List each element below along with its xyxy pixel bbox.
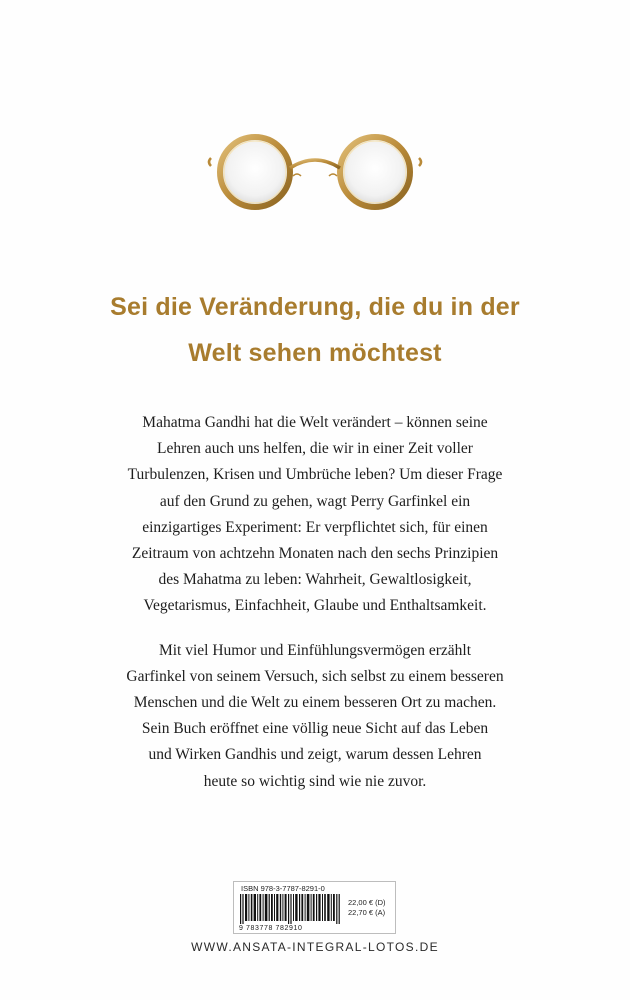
paragraph-gap xyxy=(60,620,570,638)
headline xyxy=(0,284,630,376)
isbn-number: ISBN 978-3-7787-8291-0 xyxy=(241,884,325,893)
round-glasses-image xyxy=(205,132,425,212)
blurb-line: einzigartiges Experiment: Er verpflichtet sich, für einen xyxy=(142,518,488,536)
publisher-website[interactable]: WWW.ANSATA-INTEGRAL-LOTOS.DE xyxy=(191,940,439,954)
blurb-line: Sein Buch eröffnet eine völlig neue Sicht auf das Leben xyxy=(141,720,489,738)
barcode-image xyxy=(240,894,344,924)
headline-line-2: Welt sehen möchtest xyxy=(188,339,442,367)
blurb-line: heute so wichtig sind wie nie zuvor. xyxy=(203,772,427,790)
blurb-text xyxy=(60,410,570,795)
blurb-line: Mit viel Humor und Einfühlungsvermögen erzählt xyxy=(158,641,472,659)
headline-line-1: Sei die Veränderung, die du in der xyxy=(110,293,520,321)
blurb-line: Menschen und die Welt zu einem besseren Ort zu machen. xyxy=(133,694,497,712)
blurb-line: Vegetarismus, Einfachheit, Glaube und Enthaltsamkeit. xyxy=(143,597,487,615)
blurb-line: und Wirken Gandhis und zeigt, warum dessen Lehren xyxy=(148,746,482,764)
blurb-line: Garfinkel von seinem Versuch, sich selbst zu einem besseren xyxy=(126,667,504,685)
price-germany: 22,00 € (D) xyxy=(348,898,386,907)
blurb-line: Mahatma Gandhi hat die Welt verändert – können seine xyxy=(142,414,488,431)
blurb-line: Lehren auch uns helfen, die wir in einer Zeit voller xyxy=(157,440,473,458)
barcode-digits: 9 783778 782910 xyxy=(239,925,303,932)
barcode-panel xyxy=(233,881,396,934)
blurb-line: des Mahatma zu leben: Wahrheit, Gewaltlosigkeit, xyxy=(158,571,472,589)
blurb-line: auf den Grund zu gehen, wagt Perry Garfinkel ein xyxy=(159,492,471,510)
blurb-line: Turbulenzen, Krisen und Umbrüche leben? Um dieser Frage xyxy=(127,466,503,484)
price-austria: 22,70 € (A) xyxy=(348,908,386,917)
blurb-line: Zeitraum von achtzehn Monaten nach den sechs Prinzipien xyxy=(131,545,499,563)
